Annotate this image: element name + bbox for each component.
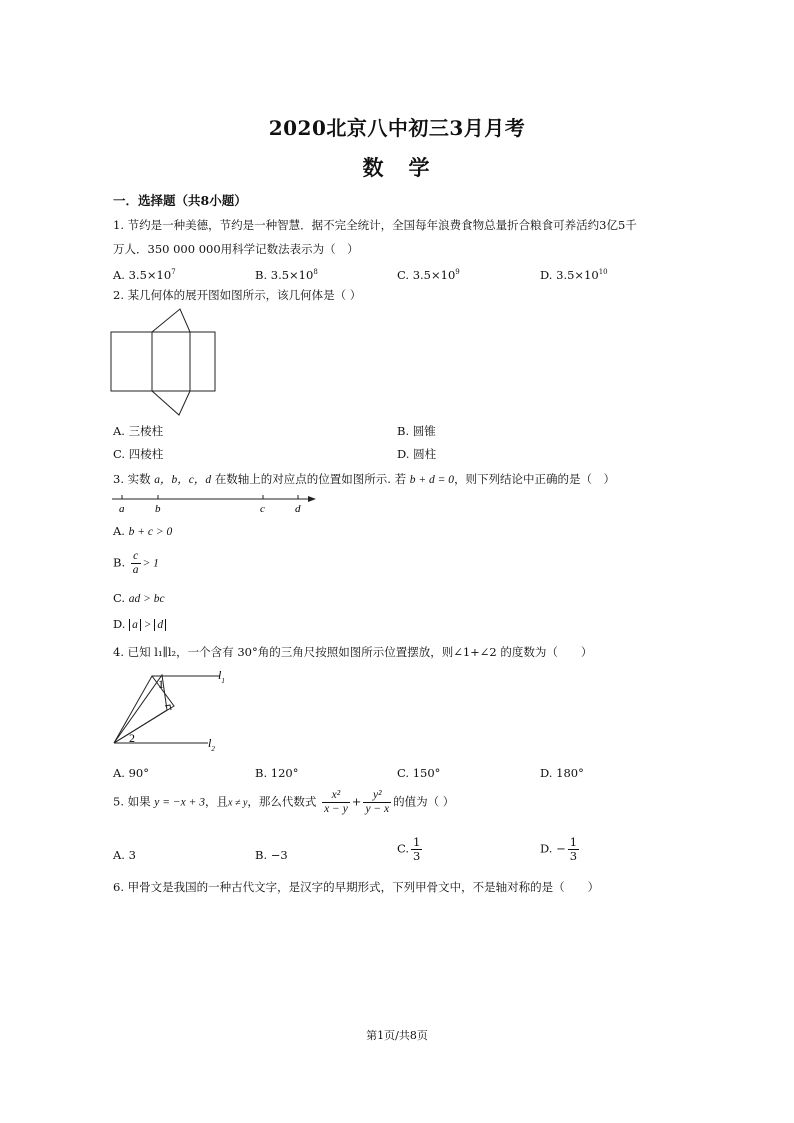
axis-label-c: c xyxy=(260,503,265,515)
q1-option-b[interactable]: B. $3.5\times 10^8$ xyxy=(255,267,318,282)
q6-stem: 6. 甲骨文是我国的一种古代文字，是汉字的早期形式，下列甲骨文中，不是轴对称的是（ ） xyxy=(113,880,600,894)
axis-label-d: d xyxy=(295,503,301,515)
q5-option-c[interactable]: C. $\frac{1}{3}$ xyxy=(397,835,421,863)
q2-option-c[interactable]: C. 四棱柱 xyxy=(113,447,164,461)
number-line-figure xyxy=(110,491,320,515)
q1-line1: 1. 节约是一种美德，节约是一种智慧．据不完全统计，全国每年浪费食物总量折合粮食可养活约3亿5千 xyxy=(113,218,637,232)
q5-option-b[interactable]: B. −3 xyxy=(255,848,288,862)
q2-option-b[interactable]: B. 圆锥 xyxy=(397,424,436,438)
q4-option-b[interactable]: B. 120° xyxy=(255,766,299,780)
q4-option-a[interactable]: A. 90° xyxy=(113,766,149,780)
q4-stem: 4. 已知 l₁∥l₂，一个含有 30°角的三角尺按照如图所示位置摆放，则∠1+∠2 的度数为（ ） xyxy=(113,645,593,659)
q2-option-d[interactable]: D. 圆柱 xyxy=(397,447,437,461)
q1-option-c[interactable]: C. $3.5\times 10^9$ xyxy=(397,267,460,282)
line-l2-label: $l_2$ xyxy=(208,736,215,753)
axis-label-b: b xyxy=(155,503,161,515)
triangle-ruler-figure xyxy=(108,664,233,760)
q3-option-d[interactable]: D. a > d xyxy=(113,617,166,632)
prism-net-figure xyxy=(105,305,225,420)
q5-option-d[interactable]: D. − $\frac{1}{3}$ xyxy=(540,835,578,863)
axis-label-a: a xyxy=(119,503,125,515)
angle-1-label: 1 xyxy=(158,677,164,691)
q4-option-d[interactable]: D. 180° xyxy=(540,766,584,780)
line-l1-label: $l_1$ xyxy=(218,668,225,685)
q5-stem: 5. 如果 y = −x + 3，且x ≠ y，那么代数式 $\frac{\text{x²}}{x - y}$ + $\frac{\text{y²}}{y - x}$ 的值为（ ） xyxy=(113,789,455,815)
q1-option-d[interactable]: D. $3.5\times 10^{10}$ xyxy=(540,267,608,282)
q2-option-a[interactable]: A. 三棱柱 xyxy=(113,424,164,438)
q4-option-c[interactable]: C. 150° xyxy=(397,766,441,780)
q2-stem: 2. 某几何体的展开图如图所示，该几何体是（ ） xyxy=(113,288,362,302)
q3-option-c[interactable]: C. ad > bc xyxy=(113,591,165,605)
q1-option-a[interactable]: A. $3.5\times 10^7$ xyxy=(113,267,176,282)
exam-title: 2020北京八中初三3月月考 xyxy=(268,116,526,140)
q5-option-a[interactable]: A. 3 xyxy=(113,848,136,862)
q3-option-b[interactable]: B. $\frac{c}{a}$ > 1 xyxy=(113,550,159,576)
q3-stem: 3. 实数 a，b，c，d 在数轴上的对应点的位置如图所示. 若 b + d = 0，则下列结论中正确的是（ ） xyxy=(113,472,616,486)
q1-line2: 万人．350 000 000用科学记数法表示为（ ） xyxy=(113,242,359,256)
q3-option-a[interactable]: A. b + c > 0 xyxy=(113,524,173,538)
subject-title: 数 学 xyxy=(362,155,432,180)
section-heading: 一．选择题（共8小题） xyxy=(113,193,247,208)
angle-2-label: 2 xyxy=(129,731,135,745)
page-footer: 第1页/共8页 xyxy=(366,1029,428,1042)
